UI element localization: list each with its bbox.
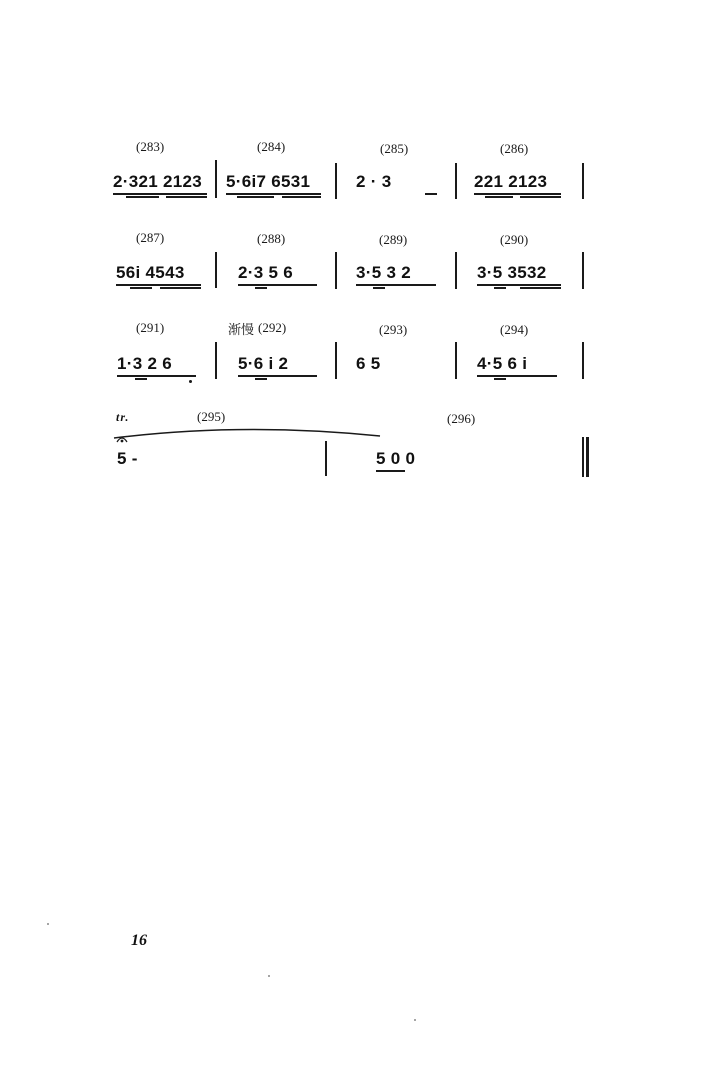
rhythm-underline [116, 284, 201, 286]
measure-number: (290) [500, 232, 529, 247]
measure-notes: 4·5 6 i [477, 354, 528, 373]
rhythm-underline [520, 196, 561, 198]
rhythm-underline [520, 287, 561, 289]
measure-notes: 3·5 3532 [477, 263, 547, 282]
rhythm-underline [113, 193, 207, 195]
rhythm-underline [135, 378, 147, 380]
barline [215, 160, 217, 198]
measure-notes: 56i 4543 [116, 263, 185, 282]
measure-notes: 2·3 5 6 [238, 263, 294, 282]
rhythm-underline [238, 284, 317, 286]
measure-notes: 5·6 i 2 [238, 354, 289, 373]
measure-number: (288) [257, 231, 286, 246]
rhythm-underline [494, 378, 506, 380]
measure-number: (285) [380, 141, 409, 156]
measure-number: (293) [379, 322, 408, 337]
rhythm-underline [485, 196, 513, 198]
rhythm-underline [238, 375, 317, 377]
measure-notes: 5 0 0 [376, 449, 416, 468]
measure-number: (291) [136, 320, 165, 335]
barline [455, 252, 457, 289]
barline [582, 342, 584, 379]
rhythm-underline [255, 287, 267, 289]
paper-speck [268, 975, 270, 977]
measure-number: (292) [258, 320, 287, 335]
measure-number: (289) [379, 232, 408, 247]
measure-notes: 3·5 3 2 [356, 263, 412, 282]
rhythm-underline [130, 287, 152, 289]
measure-number: (295) [197, 409, 226, 424]
measure-number: (287) [136, 230, 165, 245]
rhythm-underline [255, 378, 267, 380]
barline [215, 252, 217, 288]
page-number: 16 [131, 932, 147, 949]
slur-and-fermata [112, 420, 392, 460]
rhythm-underline [356, 284, 436, 286]
measure-number: (284) [257, 139, 286, 154]
rhythm-underline [282, 196, 321, 198]
barline [582, 163, 584, 199]
measure-notes: 2 · 3 [356, 172, 392, 191]
measure-notes: 5 - [117, 449, 138, 468]
final-barline-thick [586, 437, 589, 477]
barline [335, 342, 337, 379]
barline [335, 163, 337, 199]
octave-dot-below [189, 380, 192, 383]
final-barline-thin [582, 437, 584, 477]
barline [335, 252, 337, 289]
rhythm-underline [160, 287, 201, 289]
rhythm-underline [117, 375, 196, 377]
measure-number: (296) [447, 411, 476, 426]
paper-speck [47, 923, 49, 925]
tempo-marking: 渐慢 [228, 323, 255, 338]
rhythm-underline [126, 196, 159, 198]
fermata-dot [121, 440, 124, 443]
measure-number: (286) [500, 141, 529, 156]
measure-notes: 5·6i7 6531 [226, 172, 311, 191]
rhythm-underline [226, 193, 321, 195]
rhythm-underline [425, 193, 437, 195]
barline [582, 252, 584, 289]
barline [455, 163, 457, 199]
measure-notes: 221 2123 [474, 172, 548, 191]
rhythm-underline [376, 470, 405, 472]
paper-speck [414, 1019, 416, 1021]
trill-ornament: tr. [116, 410, 130, 424]
measure-notes: 2·321 2123 [113, 172, 203, 191]
measure-number: (294) [500, 322, 529, 337]
rhythm-underline [373, 287, 385, 289]
rhythm-underline [474, 193, 561, 195]
rhythm-underline [477, 284, 561, 286]
measure-number: (283) [136, 139, 165, 154]
barline [215, 342, 217, 379]
rhythm-underline [494, 287, 506, 289]
measure-notes: 1·3 2 6 [117, 354, 173, 373]
rhythm-underline [477, 375, 557, 377]
rhythm-underline [237, 196, 274, 198]
barline [455, 342, 457, 379]
barline [325, 441, 327, 476]
slur-tie [114, 429, 380, 438]
measure-notes: 6 5 [356, 354, 381, 373]
rhythm-underline [166, 196, 207, 198]
